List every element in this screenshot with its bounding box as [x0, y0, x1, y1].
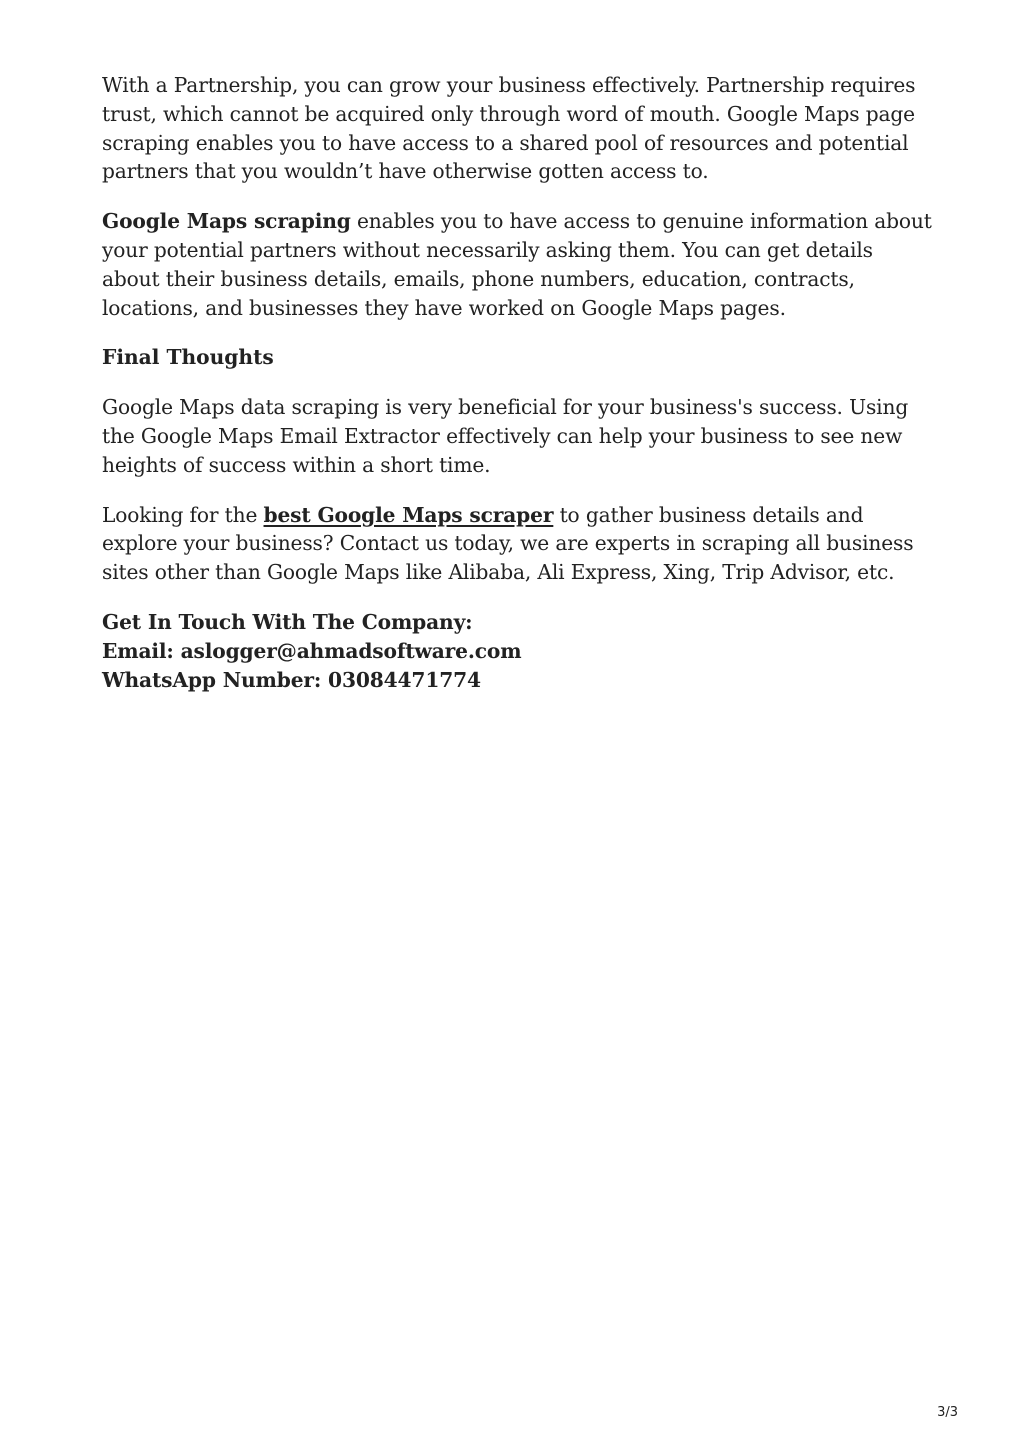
- paragraph-looking-for: [102, 501, 932, 587]
- page-number: 3/3: [937, 1405, 958, 1420]
- paragraph-looking-for-rest: to gather business details and explore your business? Contact us today, we are experts in scraping all business sites other than Google Maps like Alibaba, Ali Express, Xing, Trip Advisor, etc.: [102, 502, 914, 585]
- contact-email: Email: aslogger@ahmadsoftware.com: [102, 638, 522, 663]
- paragraph-looking-for-start: Looking for the: [102, 502, 264, 527]
- paragraph-final-thoughts: Google Maps data scraping is very beneficial for your business's success. Using the Google Maps Email Extractor effectively can help your business to see new heights of success within a short time.: [102, 395, 909, 477]
- section-heading-final-thoughts: Final Thoughts: [102, 345, 274, 370]
- best-google-maps-scraper-link[interactable]: best Google Maps scraper: [263, 502, 554, 527]
- paragraph-google-maps-scraping: [102, 207, 932, 322]
- contact-block: [102, 608, 932, 694]
- contact-whatsapp: WhatsApp Number: 03084471774: [102, 667, 481, 692]
- bold-google-maps-scraping: Google Maps scraping: [102, 209, 351, 234]
- contact-heading: Get In Touch With The Company:: [102, 609, 473, 634]
- paragraph-partnership: With a Partnership, you can grow your business effectively. Partnership requires trust, which cannot be acquired only through word of mouth. Google Maps page scraping enables you to have access to a shared pool of resources and potential partners that you wouldn’t have otherwise gotten access to.: [102, 73, 916, 184]
- paragraph-google-maps-scraping-text: enables you to have access to genuine information about your potential partners without necessarily asking them. You can get details about their business details, emails, phone numbers, education, contracts, locations, and businesses they have worked on Google Maps pages.: [102, 209, 932, 320]
- document-body: [102, 71, 932, 694]
